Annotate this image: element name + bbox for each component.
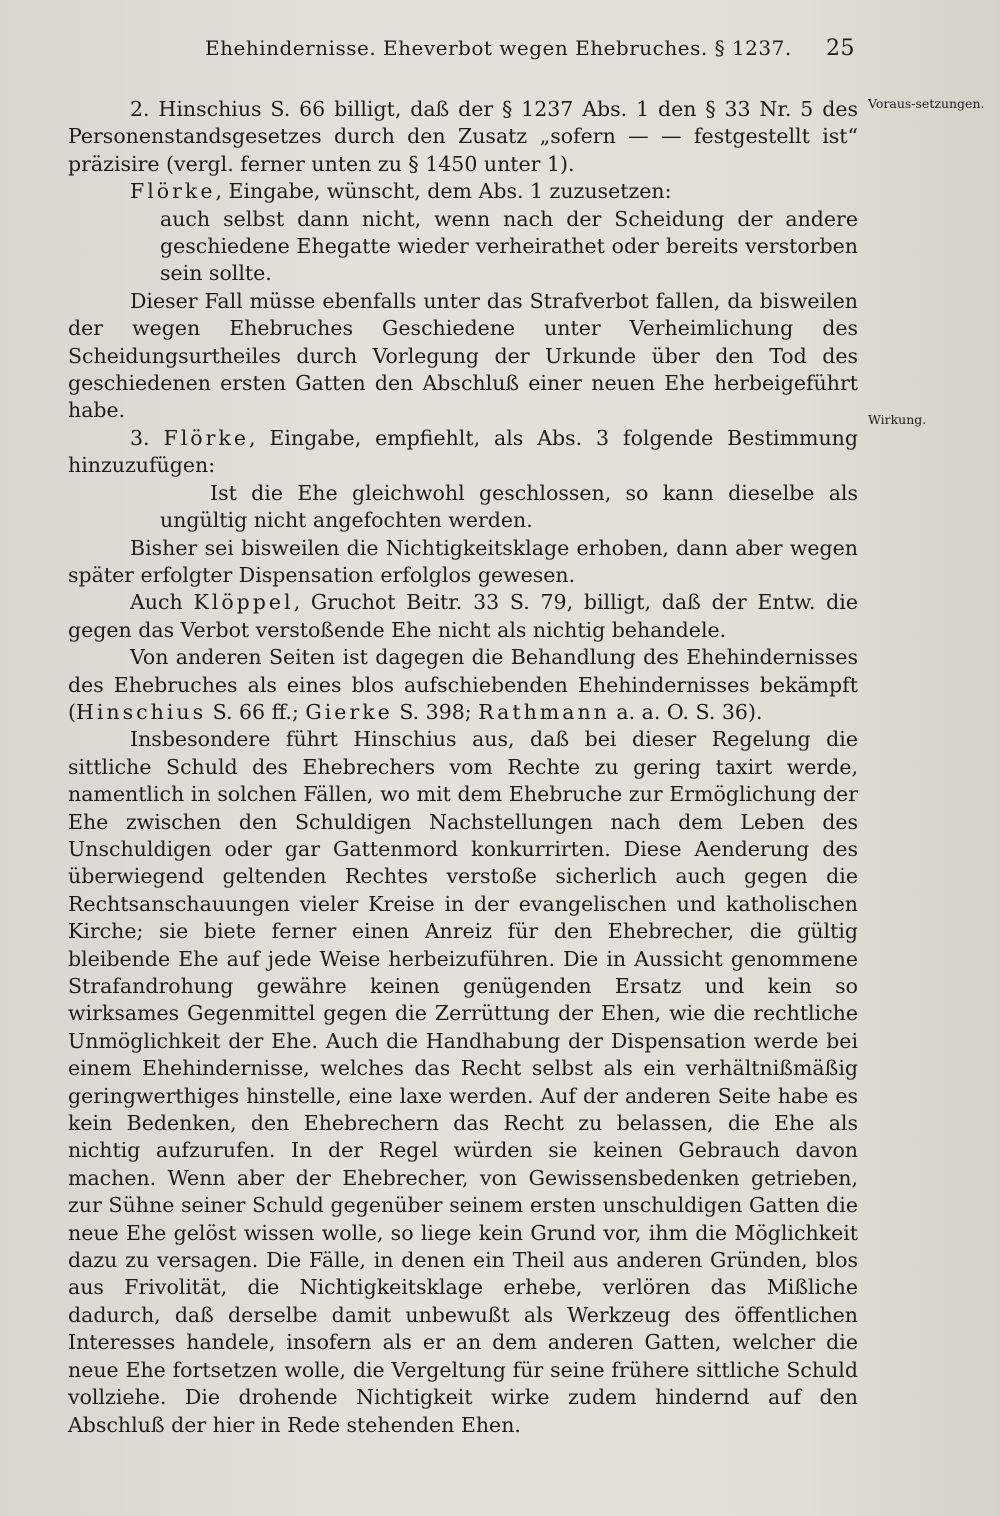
paragraph-7-text-a: Von anderen Seiten ist dagegen die Behandlung des Ehehindernisses des Ehebruches als eines blos aufschiebenden Ehehindernisses bekämpft ( (68, 645, 858, 724)
paragraph-7-text-d: a. a. O. S. 36). (609, 699, 763, 724)
running-title: Ehehindernisse. Eheverbot wegen Ehebruches. § 1237. (205, 36, 792, 60)
margin-note-voraussetzungen: Voraus-setzungen. (868, 96, 985, 111)
item-number: 3. (130, 425, 164, 450)
author-name: Hinschius (76, 699, 207, 724)
paragraph-2-text: , Eingabe, wünscht, dem Abs. 1 zuzusetzen: (215, 179, 672, 204)
page-number: 25 (826, 36, 855, 61)
paragraph-7 (68, 644, 858, 726)
body-text (68, 96, 858, 1439)
paragraph-1: 2. Hinschius S. 66 billigt, daß der § 1237 Abs. 1 den § 33 Nr. 5 des Personenstandsgesetzes durch den Zusatz „sofern — — festgestellt ist“ präzisire (vergl. ferner unten zu § 1450 unter 1). (68, 97, 858, 176)
author-name: Flörke (130, 179, 216, 204)
paragraph-5: Bisher sei bisweilen die Nichtigkeitsklage erhoben, dann aber wegen später erfolgter Dispensation erfolglos gewesen. (68, 535, 858, 587)
author-name: Rathmann (478, 699, 610, 724)
paragraph-6-text: , Gruchot Beitr. 33 S. 79, billigt, daß der Entw. die gegen das Verbot verstoßende Ehe nicht als nichtig behandele. (68, 590, 858, 642)
author-name: Gierke (305, 699, 393, 724)
paragraph-7-text-b: S. 66 ff.; (206, 699, 306, 724)
quotation-1: auch selbst dann nicht, wenn nach der Scheidung der andere geschiedene Ehegatte wieder verheirathet oder bereits verstorben sein sollte. (160, 206, 858, 286)
author-name: Klöppel (193, 590, 294, 615)
paragraph-3: Dieser Fall müsse ebenfalls unter das Strafverbot fallen, da bisweilen der wegen Ehebruches Geschiedene unter Verheimlichung des Scheidungsurtheiles durch Vorlegung der Urkunde über den Tod des geschiedenen ersten Gatten den Abschluß einer neuen Ehe herbeigeführt habe. (68, 288, 858, 423)
author-name: Flörke (163, 425, 249, 450)
margin-note-wirkung: Wirkung. (868, 412, 927, 427)
paragraph-4 (68, 425, 858, 480)
paragraph-4-text: , Eingabe, empfiehlt, als Abs. 3 folgende Bestimmung hinzuzufügen: (68, 425, 859, 478)
paragraph-7-text-c: S. 398; (392, 699, 479, 724)
page-header (205, 36, 855, 66)
paragraph-6-prefix: Auch (130, 590, 194, 615)
paragraph-2 (68, 178, 858, 205)
paragraph-6 (68, 589, 858, 644)
paragraph-8: Insbesondere führt Hinschius aus, daß bei dieser Regelung die sittliche Schuld des Ehebrechers vom Rechte zu gering taxirt werde, namentlich in solchen Fällen, wo mit dem Ehebruche zur Ermöglichung der Ehe zwischen den Schuldigen Nachstellungen nach dem Leben des Unschuldigen oder gar Gattenmord konkurrirten. Diese Aenderung des überwiegend geltenden Rechtes verstoße sicherlich auch gegen die Rechtsanschauungen vieler Kreise in der evangelischen und katholischen Kirche; sie biete ferner einen Anreiz für den Ehebrecher, die gültig bleibende Ehe auf jede Weise herbeizuführen. Die in Aussicht genommene Strafandrohung gewähre keinen genügenden Ersatz und kein so wirksames Gegenmittel gegen die Zerrüttung der Ehen, wie die rechtliche Unmöglichkeit der Ehe. Auch die Handhabung der Dispensation werde bei einem Ehehindernisse, welches das Recht selbst als ein verhältnißmäßig geringwerthiges hinstelle, eine laxe werden. Auf der anderen Seite habe es kein Bedenken, den Ehebrechern das Recht zu belassen, die Ehe als nichtig aufzurufen. In der Regel würden sie keinen Gebrauch davon machen. Wenn aber der Ehebrecher, von Gewissensbedenken getrieben, zur Sühne seiner Schuld gegenüber seinem ersten unschuldigen Gatten die neue Ehe gelöst wissen wolle, so liege kein Grund vor, ihm die Möglichkeit dazu zu versagen. Die Fälle, in denen ein Theil aus anderen Gründen, blos aus Frivolität, die Nichtigkeitsklage erhebe, verlören das Mißliche dadurch, daß derselbe damit unbewußt als Werkzeug des öffentlichen Interesses handele, insofern als er an dem anderen Gatten, welcher die neue Ehe fortsetzen wolle, die Vergeltung für seine frühere sittliche Schuld vollziehe. Die drohende Nichtigkeit wirke zudem hindernd auf den Abschluß der hier in Rede stehenden Ehen. (68, 727, 858, 1437)
quotation-2: Ist die Ehe gleichwohl geschlossen, so kann dieselbe als ungültig nicht angefochten werden. (160, 480, 858, 533)
